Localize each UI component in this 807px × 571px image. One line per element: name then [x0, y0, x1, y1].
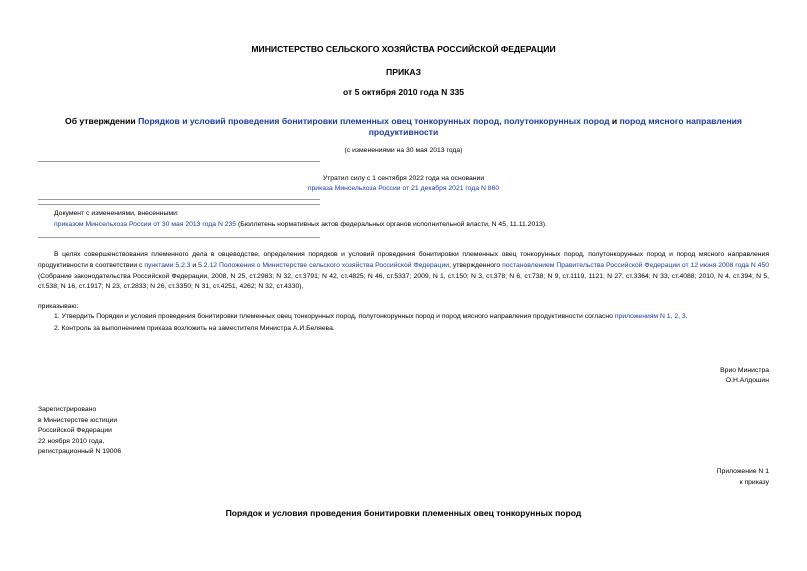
- preamble-text-2: , утвержденного: [449, 261, 503, 269]
- document-changes: [54, 209, 774, 230]
- annexes-link[interactable]: приложениям N 1, 2, 3: [614, 313, 686, 320]
- annex-title: Порядок и условия проведения бонитировки племенных овец тонкорунных пород: [225, 508, 582, 518]
- document-date-number: от 5 октября 2010 года N 335: [342, 87, 465, 97]
- title-prefix: Об утверждении: [65, 116, 139, 126]
- preamble-text-3: (Собрание законодательства Российской Федерации, 2008, N 25, ст.2983; N 32, ст.3791; N 42, ст.4825; N 46, ст.5337; 2009, N 1, ст.150; N 3, ст.378; N 6, ст.738; N 9, ст.1119, 1121; N 27, ст.3364; N 33, ст.4088; 2010, N 4, ст.394; N 5, ст.538; N 16, ст.1917; N 23, ст.2833; N 26, ст.3350; N 31, ст.4251, 4262; N 32, ст.4330),: [38, 272, 769, 291]
- title-middle: и: [609, 116, 620, 126]
- preamble-and: и: [190, 261, 199, 269]
- divider: [38, 199, 320, 200]
- annex-to-order: к приказу: [739, 479, 769, 486]
- registration-date: 22 ноября 2010 года,: [38, 437, 105, 445]
- amendment-note: (с изменениями на 30 мая 2013 года): [344, 147, 463, 154]
- registration-block: [38, 405, 121, 458]
- divider: [38, 161, 320, 162]
- annex-label: Приложение N 1: [716, 468, 769, 475]
- registration-line: Зарегистрировано: [38, 406, 97, 413]
- document-title: [50, 116, 757, 138]
- item1-end: .: [685, 313, 688, 320]
- preamble-link-regulation[interactable]: 5.2.12 Положения о Министерстве сельского хозяйства Российской Федерации: [198, 261, 450, 269]
- title-link-procedures[interactable]: Порядков и условий проведения бонитировки племенных овец тонкорунных пород, полутонкорунных пород: [138, 116, 610, 126]
- item1-text: 1. Утвердить Порядки и условия проведения бонитировки племенных овец тонкорунных пород, полутонкорунных пород и пород мясного направления продуктивности согласно: [54, 313, 615, 320]
- divider: [38, 237, 320, 238]
- order-item-2: 2. Контроль за выполнением приказа возложить на заместителя Министра А.И.Беляева.: [54, 325, 335, 332]
- preamble-paragraph: [38, 250, 769, 293]
- ministry-heading: МИНИСТЕРСТВО СЕЛЬСКОГО ХОЗЯЙСТВА РОССИЙСКОЙ ФЕДЕРАЦИИ: [251, 44, 556, 54]
- amending-order-link[interactable]: приказом Минсельхоза России от 30 мая 2013 года N 235: [54, 220, 237, 228]
- document-changes-entry: [54, 220, 774, 231]
- signatory-name: О.Н.Алдошин: [725, 377, 769, 384]
- expired-basis-link[interactable]: приказа Минсельхоза России от 21 декабря 2021 года N 860: [307, 185, 500, 192]
- title-link-meat-breeds[interactable]: пород мясного направления продуктивности: [368, 116, 742, 137]
- expired-notice: Утратил силу с 1 сентября 2022 года на основании: [322, 175, 485, 182]
- document-type: ПРИКАЗ: [386, 67, 421, 77]
- order-item-1: [54, 312, 688, 323]
- preamble-text-1: В целях совершенствования племенного дела в овцеводстве, определения порядков и условий проведения бонитировки племенных овец тонкорунных пород, полутонкорунных пород и пород мясного направления продуктивности в соответствии с: [38, 251, 769, 269]
- amending-order-source: (Бюллетень нормативных актов федеральных органов исполнительной власти, N 45, 11.11.2013).: [236, 220, 547, 228]
- registration-line: Российской Федерации: [38, 427, 112, 435]
- registration-line: в Министерстве юстиции: [38, 416, 118, 424]
- ordered-word: приказываю:: [38, 303, 79, 310]
- signatory-position: Врио Министра: [720, 367, 769, 374]
- document-changes-label: Документ с изменениями, внесенными:: [54, 210, 179, 217]
- registration-number: регистрационный N 19006: [38, 448, 122, 456]
- expired-basis: [0, 184, 807, 195]
- preamble-link-clause-523[interactable]: пунктами 5.2.3: [144, 261, 191, 269]
- divider: [38, 204, 320, 205]
- preamble-link-government-decree[interactable]: постановлением Правительства Российской Федерации от 12 июня 2008 года N 450: [502, 261, 770, 269]
